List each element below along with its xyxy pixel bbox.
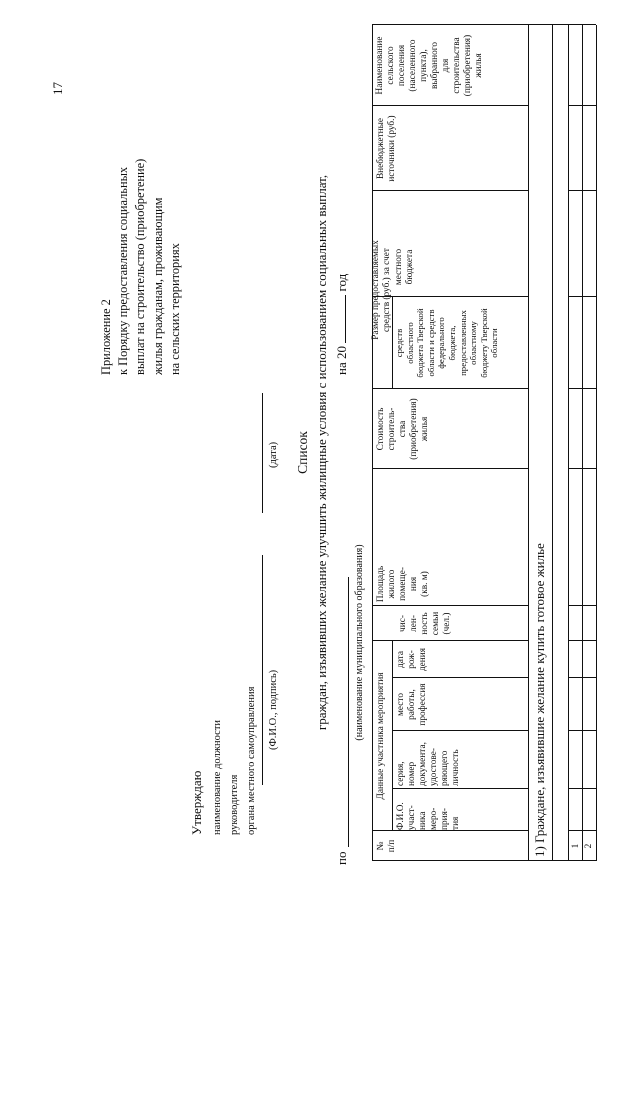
table-grid-line (568, 788, 596, 789)
signature-caption: (Ф.И.О., подпись) (268, 669, 279, 750)
table-grid-line (568, 730, 596, 731)
table-border-top (372, 25, 373, 861)
col-header-number: № п/п (376, 839, 397, 853)
col-header-local: местного бюджета (394, 248, 415, 286)
col-header-settlement: Наименование сельского поселения (населенного пункта), выбранного для строительства (приобретения) жилья (375, 34, 484, 97)
table-grid-line (582, 25, 583, 861)
col-header-regional: средств областного бюджета Тверской области и средств федерального бюджета, предоставленных областному бюджету Тверской области (394, 308, 500, 378)
year-prefix: на 20 (334, 346, 349, 375)
table-grid-line (568, 677, 596, 678)
approve-line: руководителя (229, 774, 240, 835)
table-grid-line (372, 830, 528, 831)
table-grid-line (568, 190, 596, 191)
col-group-participant: Данные участника мероприятия (376, 672, 386, 800)
table-border-bottom (596, 25, 597, 861)
appendix-line: Приложение 2 (99, 299, 113, 375)
date-caption: (дата) (268, 441, 279, 468)
table-border-left (372, 860, 596, 861)
approve-line: органа местного самоуправления (246, 686, 257, 835)
year-block (334, 274, 350, 375)
appendix-header (98, 159, 184, 375)
col-header-doc: серия, номер документа, удостове- ряющего личность (396, 742, 461, 786)
municipality-line (348, 577, 349, 847)
approve-title: Утверждаю (189, 770, 204, 835)
municipality-caption: (наименование муниципального образования) (354, 544, 365, 741)
list-subtitle: граждан, изъявивших желание улучшить жилищные условия с использованием социальных выплат, (314, 174, 329, 731)
col-header-fio: Ф.И.О. участ- ника меро- прия- тия (396, 802, 461, 830)
table-grid-line (568, 640, 596, 641)
table-grid-line (568, 605, 596, 606)
table-grid-line (568, 105, 596, 106)
col-header-extra: Внебюджетные источники (руб.) (376, 115, 397, 182)
table-grid-line (528, 25, 529, 861)
table-grid-line (568, 468, 596, 469)
col-header-birth: дата рож- дения (396, 647, 428, 672)
table-grid-line (392, 641, 393, 831)
approval-block (188, 687, 260, 836)
col-header-cost: Стоимость строитель- ства (приобретения) жилья (376, 398, 430, 460)
col-header-work: место работы, профессия (396, 683, 428, 726)
list-title: Список (295, 431, 310, 474)
date-line (262, 393, 263, 513)
appendix-line: жилья гражданам, проживающим (150, 197, 165, 375)
appendix-line: выплат на строительство (приобретение) (133, 158, 148, 375)
col-header-area: Площадь жилого помеще- ния (кв. м) (376, 565, 430, 603)
approve-line: наименование должности (212, 719, 223, 835)
by-label: по (334, 851, 349, 865)
table-grid-line (568, 388, 596, 389)
signature-line (262, 555, 263, 785)
appendix-line: на сельских территориях (167, 243, 182, 375)
year-suffix: год (334, 273, 349, 292)
section-row-label: 1) Граждане, изъявившие желание купить готовое жилье (532, 543, 547, 857)
list-table (372, 25, 596, 861)
page-number: 17 (50, 82, 65, 95)
row-number: 2 (584, 843, 594, 849)
col-header-family: чис- лен- ность семьи (чел.) (398, 611, 452, 636)
table-grid-line (552, 25, 553, 861)
table-grid-line (568, 296, 596, 297)
col-group-size: Размер предоставляемых средств (руб.) за счет (371, 240, 392, 340)
appendix-line: к Порядку предоставления социальных (116, 166, 131, 375)
table-grid-line (568, 25, 569, 861)
row-number: 1 (571, 843, 581, 849)
